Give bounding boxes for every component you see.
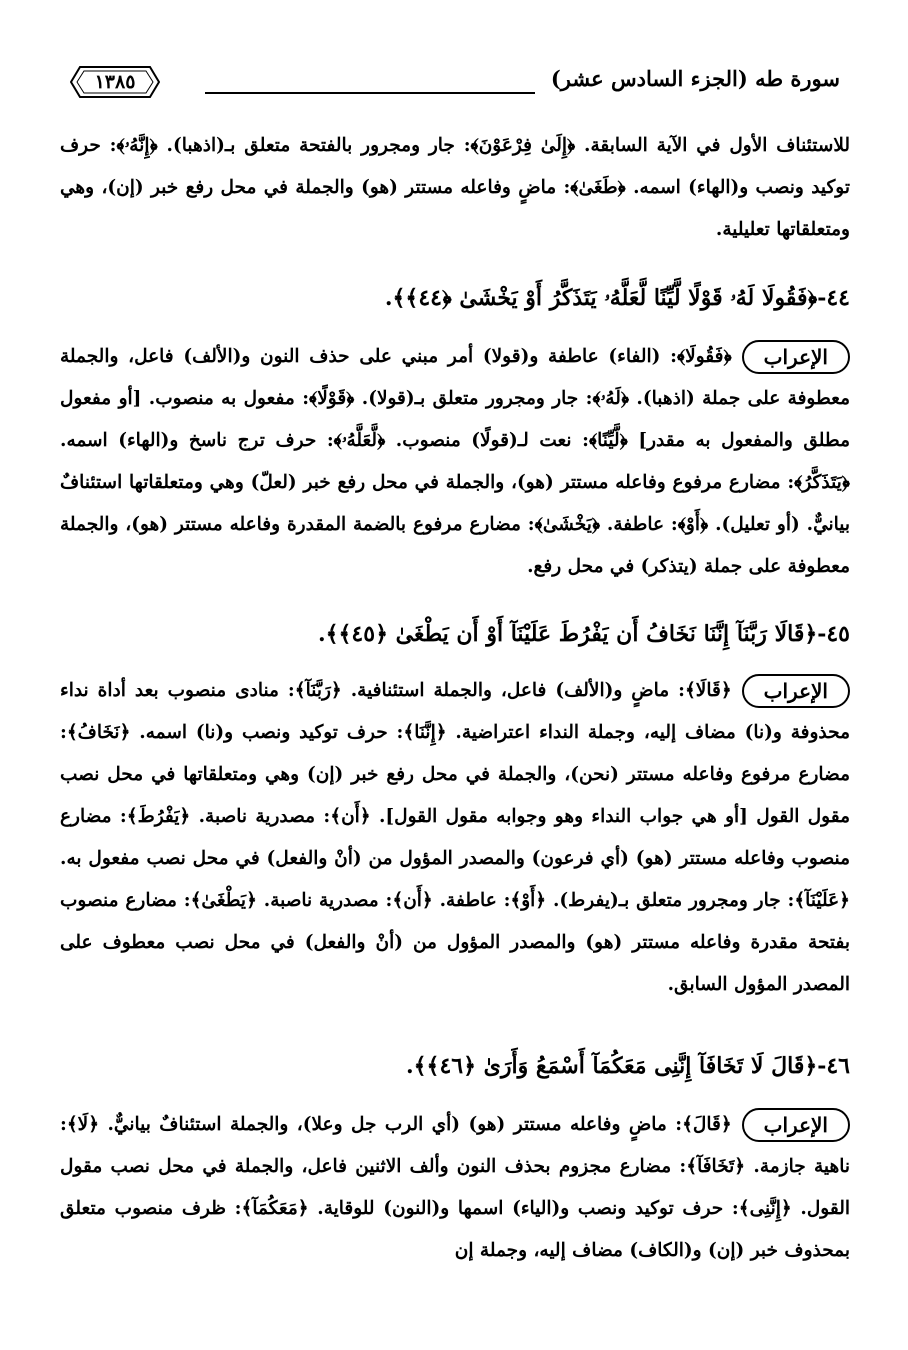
paragraph-text: للاستئناف الأول في الآية السابقة. ﴿إِلَىٰ فِرْعَوْنَ﴾: جار ومجرور بالفتحة متعلق بـ(اذهبا). ﴿إِنَّهُۥ﴾: حرف توكيد ونصب و(الهاء) اسمه. ﴿طَغَىٰ﴾: ماضٍ وفاعله مستتر (هو) والجملة في محل رفع خبر (إن)، وهي ومتعلقاتها تعليلية. [60,135,850,240]
page-number-frame [70,64,160,100]
running-header: سورة طه (الجزء السادس عشر) [550,66,840,91]
irab-label: الإعراب [742,674,850,708]
irab-section-45 [60,670,850,1006]
irab-label: الإعراب [742,340,850,374]
irab-text: ﴿قَالَا﴾: ماضٍ و(الألف) فاعل، والجملة استئنافية. ﴿رَبَّنَآ﴾: منادى منصوب بعد أداة نداء محذوفة و(نا) مضاف إليه، وجملة النداء اعتراضية. ﴿إِنَّنَا﴾: حرف توكيد ونصب و(نا) اسمه. ﴿نَخَافُ﴾: مضارع مرفوع وفاعله مستتر (نحن)، والجملة في محل رفع خبر (إن) وهي ومتعلقاتها في محل نصب مقول القول [أو هي جواب النداء وهو وجوابه مقول القول]. ﴿أَن﴾: مصدرية ناصبة. ﴿يَفْرُطَ﴾: مضارع منصوب وفاعله مستتر (هو) (أي فرعون) والمصدر المؤول من (أنْ والفعل) في محل نصب مفعول به. ﴿عَلَيْنَآ﴾: جار ومجرور متعلق بـ(يفرط). ﴿أَوْ﴾: عاطفة. ﴿أَن﴾: مصدرية ناصبة. ﴿يَطْغَىٰ﴾: مضارع منصوب بفتحة مقدرة وفاعله مستتر (هو) والمصدر المؤول من (أنْ والفعل) في محل نصب معطوف على المصدر المؤول السابق. [60,680,850,995]
irab-section-44 [60,336,850,588]
header-rule [205,92,535,94]
paragraph-continuation [60,125,850,251]
page-number: ١٣٨٥ [94,71,136,93]
verse-45: ٤٥-﴿قَالَا رَبَّنَآ إِنَّنَا نَخَافُ أَن يَفْرُطَ عَلَيْنَآ أَوْ أَن يَطْغَىٰ ﴿٤٥﴾﴾. [317,621,850,647]
irab-section-46 [60,1104,850,1272]
irab-label: الإعراب [742,1108,850,1142]
irab-text: ﴿قَالَ﴾: ماضٍ وفاعله مستتر (هو) (أي الرب جل وعلا)، والجملة استئنافٌ بيانيٌّ. ﴿لَا﴾: ناهية جازمة. ﴿تَخَافَآ﴾: مضارع مجزوم بحذف النون وألف الاثنين فاعل، والجملة في محل نصب مقول القول. ﴿إِنَّنِى﴾: حرف توكيد ونصب و(الياء) اسمها و(النون) للوقاية. ﴿مَعَكُمَآ﴾: ظرف منصوب متعلق بمحذوف خبر (إن) و(الكاف) مضاف إليه، وجملة إن [60,1114,850,1261]
irab-text: ﴿فَقُولَا﴾: (الفاء) عاطفة و(قولا) أمر مبني على حذف النون و(الألف) فاعل، والجملة معطوفة على جملة (اذهبا). ﴿لَهُۥ﴾: جار ومجرور متعلق بـ(قولا). ﴿قَوْلًا﴾: مفعول به منصوب. [أو مفعول مطلق والمفعول به مقدر] ﴿لَّيِّنًا﴾: نعت لـ(قولًا) منصوب. ﴿لَّعَلَّهُۥ﴾: حرف ترج ناسخ و(الهاء) اسمه. ﴿يَتَذَكَّرُ﴾: مضارع مرفوع وفاعله مستتر (هو)، والجملة في محل رفع خبر (لعلّ) وهي ومتعلقاتها استئنافٌ بيانيٌّ. (أو تعليل). ﴿أَوْ﴾: عاطفة. ﴿يَخْشَىٰ﴾: مضارع مرفوع بالضمة المقدرة وفاعله مستتر (هو)، والجملة معطوفة على جملة (يتذكر) في محل رفع. [60,346,850,577]
verse-44: ٤٤-﴿فَقُولَا لَهُۥ قَوْلًا لَّيِّنًا لَّعَلَّهُۥ يَتَذَكَّرُ أَوْ يَخْشَىٰ ﴿٤٤﴾﴾. [384,285,850,311]
verse-46: ٤٦-﴿قَالَ لَا تَخَافَآ إِنَّنِى مَعَكُمَآ أَسْمَعُ وَأَرَىٰ ﴿٤٦﴾﴾. [406,1053,850,1079]
